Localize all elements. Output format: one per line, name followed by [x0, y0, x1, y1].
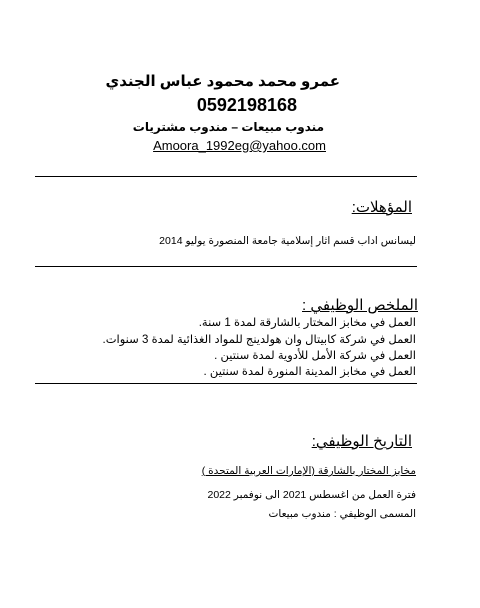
job-roles: مندوب مبيعات – مندوب مشتريات [132, 120, 324, 134]
qualifications-text: ليسانس اداب قسم اثار إسلامية جامعة المنصورة يوليو 2014 [159, 235, 416, 247]
email-link[interactable]: Amoora_1992eg@yahoo.com [153, 138, 326, 153]
history-title: المسمى الوظيفي : مندوب مبيعات [268, 508, 416, 520]
history-period: فترة العمل من اغسطس 2021 الى نوفمبر 2022 [207, 489, 416, 501]
summary-line-1: العمل في مخابز المختار بالشارقة لمدة 1 سنة. [198, 317, 416, 329]
summary-line-3: العمل في شركة الأمل للأدوية لمدة سنتين . [214, 350, 416, 362]
history-heading: التاريخ الوظيفي: [311, 433, 412, 450]
summary-line-2: العمل في شركة كابيتال وان هولدينج للمواد الغذائية لمدة 3 سنوات. [102, 334, 416, 346]
phone-number: 0592198168 [196, 95, 297, 115]
divider-3 [35, 383, 417, 384]
history-company: مخابز المختار بالشارقة (الإمارات العربية المتحدة ) [201, 465, 416, 477]
summary-heading: الملخص الوظيفي : [302, 297, 418, 314]
qualifications-heading: المؤهلات: [351, 199, 412, 216]
summary-line-4: العمل في مخابز المدينة المنورة لمدة سنتين . [203, 366, 416, 378]
divider-1 [35, 176, 417, 177]
divider-2 [35, 266, 417, 267]
applicant-name: عمرو محمد محمود عباس الجندي [105, 73, 340, 90]
